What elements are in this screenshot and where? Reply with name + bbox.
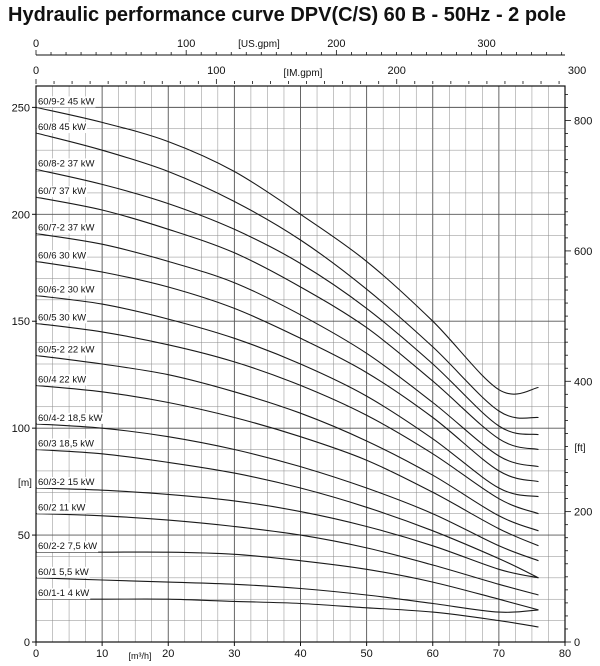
curve-label: 60/8 45 kW <box>38 122 87 134</box>
y-tick-label: 0 <box>23 637 30 649</box>
im-gpm-tick-label: 100 <box>207 65 226 77</box>
curve-15 <box>36 552 539 610</box>
secondary-y-axis-label: [ft] <box>574 443 586 454</box>
im-gpm-label: [IM.gpm] <box>283 68 323 79</box>
curve-label: 60/3 18,5 kW <box>38 438 94 450</box>
y-tick-label: 250 <box>11 102 30 115</box>
curve-label: 60/5 30 kW <box>38 312 87 324</box>
curve-7 <box>36 296 539 497</box>
curve-label: 60/7-2 37 kW <box>38 222 95 234</box>
curve-3 <box>36 169 539 434</box>
y-tick-label: 50 <box>17 530 30 543</box>
curve-label: 60/9-2 45 kW <box>38 96 95 108</box>
chart-title: Hydraulic performance curve DPV(C/S) 60 B - 50Hz - 2 pole <box>8 4 566 26</box>
x-tick-label: 20 <box>162 648 175 660</box>
im-gpm-tick-label: 0 <box>32 65 40 77</box>
curve-label: 60/1-1 4 kW <box>38 588 90 600</box>
y-axis-label: [m] <box>18 478 32 489</box>
curves <box>36 107 539 627</box>
curve-label: 60/1 5,5 kW <box>38 566 89 578</box>
curve-14 <box>36 514 539 595</box>
us-gpm-tick-label: 300 <box>477 38 496 50</box>
us-gpm-tick-label: 100 <box>177 38 196 50</box>
curve-label: 60/8-2 37 kW <box>38 158 95 170</box>
curve-label: 60/4-2 18,5 kW <box>38 412 103 424</box>
y-tick-label: 100 <box>11 423 30 436</box>
x-tick-label: 30 <box>228 648 241 660</box>
curve-5 <box>36 234 539 467</box>
im-gpm-tick-label: 200 <box>387 65 406 77</box>
curve-10 <box>36 385 539 545</box>
secondary-y-axis-ticks <box>565 94 592 649</box>
curve-label: 60/7 37 kW <box>38 186 87 198</box>
us-gpm-tick-label: 200 <box>327 38 346 50</box>
curve-label: 60/6-2 30 kW <box>38 284 95 296</box>
curve-label: 60/6 30 kW <box>38 250 87 262</box>
ft-tick-label: 600 <box>574 245 593 258</box>
x-axis-label: [m³/h] <box>128 651 152 661</box>
us-gpm-tick-label: 0 <box>32 38 40 50</box>
curve-label: 60/3-2 15 kW <box>38 477 95 489</box>
curve-4 <box>36 197 539 449</box>
ft-tick-label: 0 <box>574 637 581 649</box>
us-gpm-axis <box>33 38 565 55</box>
x-axis-ticks <box>33 642 571 660</box>
us-gpm-label: [US.gpm] <box>238 39 280 50</box>
im-gpm-tick-label: 300 <box>567 65 587 77</box>
y-tick-label: 150 <box>11 316 30 329</box>
curve-17 <box>36 599 539 627</box>
x-tick-label: 80 <box>558 648 572 660</box>
y-axis-ticks <box>12 102 36 649</box>
y-tick-label: 200 <box>11 209 30 222</box>
x-tick-label: 40 <box>294 648 307 660</box>
ft-tick-label: 800 <box>574 115 593 128</box>
curve-1 <box>36 107 539 394</box>
x-tick-label: 10 <box>96 648 109 660</box>
x-tick-label: 60 <box>426 648 439 660</box>
curve-label: 60/4 22 kW <box>38 374 87 386</box>
curve-2 <box>36 133 539 418</box>
curve-label: 60/2 11 kW <box>38 502 86 514</box>
x-tick-label: 70 <box>492 648 505 660</box>
curve-6 <box>36 261 539 481</box>
x-tick-label: 50 <box>360 648 373 660</box>
ft-tick-label: 400 <box>574 376 593 389</box>
curve-16 <box>36 578 539 613</box>
x-tick-label: 0 <box>32 648 40 660</box>
curve-label: 60/5-2 22 kW <box>38 344 95 356</box>
curve-label: 60/2-2 7,5 kW <box>38 541 98 553</box>
ft-tick-label: 200 <box>574 506 593 519</box>
